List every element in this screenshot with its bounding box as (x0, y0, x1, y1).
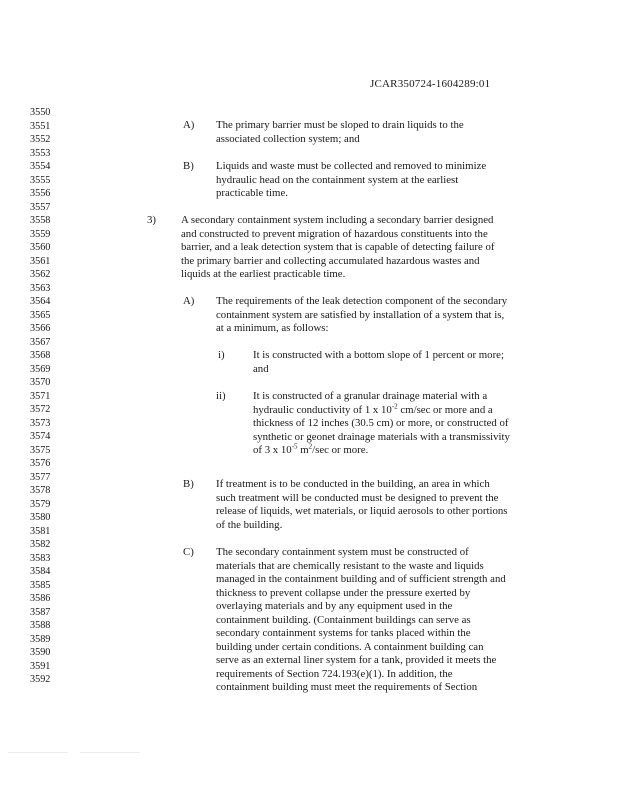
text-line (253, 401, 510, 418)
text-line: associated collection system; and (216, 132, 360, 145)
line-number: 3582 (30, 539, 51, 550)
text-line: of the building. (216, 518, 283, 531)
item-label: 3) (147, 214, 156, 226)
line-number: 3555 (30, 174, 51, 186)
text-line: and constructed to prevent migration of hazardous constituents into the (181, 227, 488, 240)
text-fragment: hydraulic conductivity of 1 x 10 (253, 403, 392, 416)
line-number: 3551 (30, 120, 51, 132)
line-number: 3563 (30, 282, 51, 294)
text-line: The requirements of the leak detection component of the secondary (216, 295, 508, 307)
paragraph-c2 (216, 546, 506, 695)
line-number: 3560 (30, 242, 51, 253)
text-line: managed in the containment building and of sufficient strength and (216, 573, 506, 585)
line-number: 3564 (30, 296, 51, 307)
line-number: 3581 (30, 525, 51, 537)
line-number: 3569 (30, 363, 51, 375)
line-number: 3592 (30, 674, 51, 685)
line-number: 3567 (30, 336, 51, 348)
line-number: 3573 (30, 417, 51, 429)
line-number: 3589 (30, 633, 51, 645)
text-line (253, 444, 510, 458)
line-number: 3578 (30, 485, 51, 496)
line-number: 3574 (30, 431, 51, 442)
item-label: C) (183, 546, 194, 558)
text-line: and (253, 362, 269, 375)
text-line: such treatment will be conducted must be designed to prevent the (216, 491, 499, 504)
text-line: overlaying materials and by any equipment used in the (216, 600, 453, 612)
text-line: It is constructed of a granular drainage material with a (253, 390, 488, 402)
text-line: thickness of 12 inches (30.5 cm) or more, or constructed of (253, 417, 509, 429)
line-number: 3576 (30, 458, 51, 469)
line-number: 3590 (30, 647, 51, 658)
line-number: 3572 (30, 404, 51, 415)
text-line: A secondary containment system including a secondary barrier designed (181, 214, 494, 226)
item-label: B) (183, 478, 194, 490)
text-line: serve as an external liner system for a tank, provided it meets the (216, 654, 497, 666)
paragraph-ii (253, 390, 510, 458)
text-line: containment system are satisfied by installation of a system that is, (216, 308, 505, 321)
line-number: 3591 (30, 660, 51, 672)
line-number: 3585 (30, 579, 51, 591)
line-number: 3566 (30, 323, 51, 334)
text-fragment: cm/sec or more and a (397, 403, 493, 416)
footer-rule (80, 752, 140, 753)
item-label: B) (183, 160, 194, 172)
text-line: liquids at the earliest practicable time. (181, 268, 346, 280)
line-number: 3553 (30, 147, 51, 159)
line-number: 3583 (30, 552, 51, 564)
line-number: 3558 (30, 215, 51, 226)
text-line: If treatment is to be conducted in the building, an area in which (216, 478, 490, 490)
line-number: 3579 (30, 498, 51, 510)
line-number: 3552 (30, 134, 51, 145)
paragraph-b2 (216, 478, 507, 532)
item-label: A) (183, 295, 195, 307)
line-number: 3562 (30, 269, 51, 280)
text-line: at a minimum, as follows: (216, 322, 329, 334)
text-fragment: m (297, 444, 309, 456)
text-line: containment building must meet the requirements of Section (216, 681, 478, 693)
document-header: JCAR350724-1604289:01 (370, 78, 491, 90)
item-label: A) (183, 119, 195, 131)
line-number: 3580 (30, 512, 51, 523)
text-fragment: /sec or more. (312, 444, 369, 456)
text-line: It is constructed with a bottom slope of 1 percent or more; (253, 349, 504, 361)
paragraph-a2 (216, 295, 507, 336)
exponent: -2 (391, 401, 398, 410)
text-line: The primary barrier must be sloped to drain liquids to the (216, 119, 464, 131)
text-line: hydraulic head on the containment system at the earliest (216, 173, 459, 186)
paragraph-i (253, 349, 504, 376)
text-line: containment building. (Containment buildings can serve as (216, 613, 471, 626)
line-number: 3568 (30, 350, 51, 361)
line-number: 3561 (30, 255, 51, 267)
text-line: practicable time. (216, 187, 288, 199)
text-line: Liquids and waste must be collected and removed to minimize (216, 160, 487, 172)
text-line: release of liquids, wet materials, or liquid aerosols to other portions (216, 505, 508, 517)
line-number: 3556 (30, 188, 51, 199)
line-number: 3565 (30, 309, 51, 321)
line-number: 3571 (30, 390, 51, 402)
text-line: materials that are chemically resistant to the waste and liquids (216, 559, 484, 572)
line-number: 3557 (30, 201, 51, 213)
paragraph-b1 (216, 160, 486, 201)
line-number: 3575 (30, 444, 51, 456)
text-line: secondary containment systems for tanks placed within the (216, 627, 471, 639)
line-number: 3586 (30, 593, 51, 604)
line-number: 3584 (30, 566, 51, 577)
line-number: 3550 (30, 107, 51, 118)
text-line: barrier, and a leak detection system that is capable of detecting failure of (181, 241, 495, 253)
text-line: The secondary containment system must be constructed of (216, 546, 469, 558)
exponent: -5 (291, 442, 298, 451)
line-number: 3570 (30, 377, 51, 388)
line-number: 3554 (30, 161, 51, 172)
line-number: 3588 (30, 620, 51, 631)
text-line: synthetic or geonet drainage materials with a transmissivity (253, 430, 510, 443)
paragraph-a1 (216, 119, 464, 146)
line-number: 3559 (30, 228, 51, 240)
line-number: 3577 (30, 471, 51, 483)
paragraph-3 (181, 214, 494, 282)
text-line: the primary barrier and collecting accumulated hazardous wastes and (181, 254, 480, 267)
item-label: ii) (216, 390, 226, 402)
exponent: 2 (308, 442, 313, 451)
text-fragment: of 3 x 10 (253, 444, 292, 456)
line-number: 3587 (30, 606, 51, 618)
text-line: building under certain conditions. A containment building can (216, 640, 484, 653)
text-line: thickness to prevent collapse under the pressure exerted by (216, 586, 471, 599)
footer-rule (8, 752, 68, 753)
text-line: requirements of Section 724.193(e)(1). In addition, the (216, 667, 453, 680)
item-label: i) (218, 349, 225, 361)
